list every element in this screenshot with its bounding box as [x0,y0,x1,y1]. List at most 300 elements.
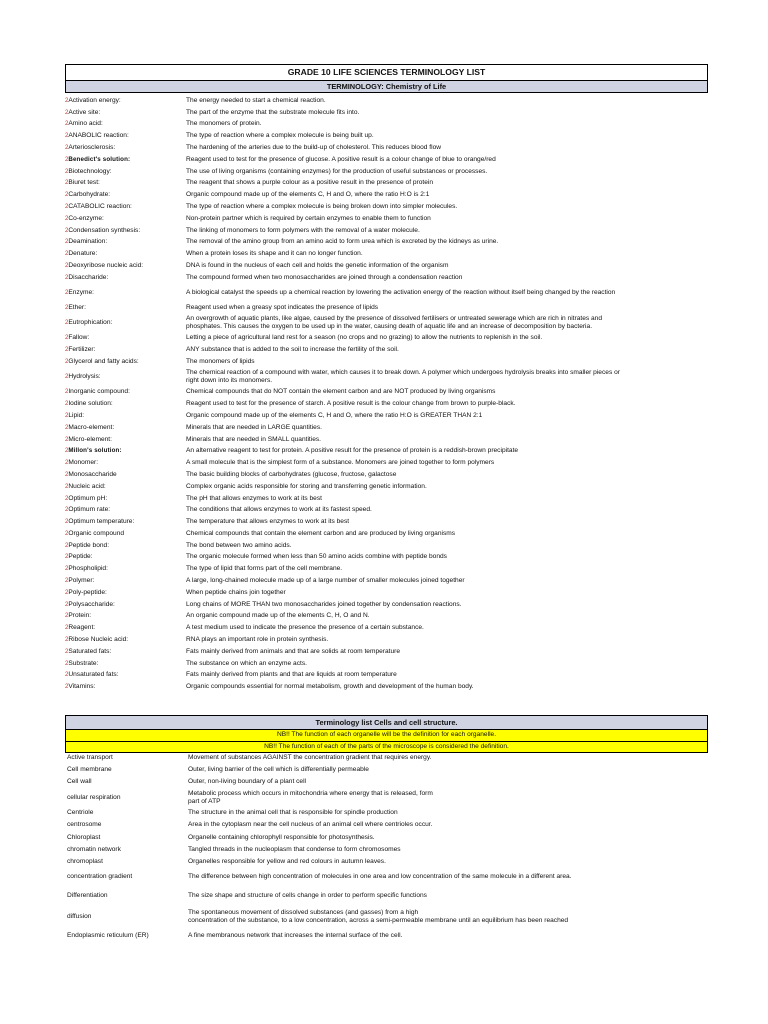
term-name [65,168,186,176]
term-name [67,913,188,921]
term-name [65,156,186,164]
term-label: Polysaccharide: [68,600,115,608]
term-row [65,225,708,237]
term-label: ANABOLIC reaction: [68,132,129,140]
term-definition: The compound formed when two monosaccharides are joined through a condensation reaction [186,273,463,281]
term-row [65,302,708,314]
term-name [65,250,186,258]
term-row [65,178,708,190]
term-name [67,846,188,854]
term-row [65,540,708,552]
term-label: Fallow: [68,334,90,342]
term-row [65,634,708,646]
term-name [65,671,186,679]
bullet-marker: 2 [65,274,69,281]
bullet-marker: 2 [65,613,69,620]
term-name [67,794,188,802]
term-definition: Minerals that are needed in SMALL quantities. [186,435,322,443]
term-row [65,272,708,284]
term-row [65,189,708,201]
term-definition: Organic compound made up of the elements C, H and O, where the ratio H:O is GREATER THAN 2:1 [186,411,483,419]
bullet-marker: 2 [65,192,69,199]
term-name [65,346,186,354]
bullet-marker: 2 [65,401,69,408]
term-definition: The energy needed to start a chemical reaction. [186,96,326,104]
term-name [65,589,186,597]
term-label: Cell wall [67,778,92,786]
term-name [65,358,186,366]
term-row [67,807,707,819]
term-row [67,752,707,764]
term-name [65,227,186,235]
term-label: Millon's solution: [68,447,122,455]
term-label: Condensation synthesis: [68,226,141,234]
term-label: Iodine solution: [68,400,113,408]
term-name [67,766,188,774]
bullet-marker: 2 [65,460,69,467]
term-definition: The conditions that allows enzymes to work at its fastest speed. [186,506,372,514]
term-row [65,552,708,564]
bullet-marker: 2 [65,251,69,258]
term-label: Lipid: [68,411,85,419]
term-row [65,237,708,249]
term-row [67,868,707,887]
term-name [65,400,186,408]
term-label: Glycerol and fatty acids: [68,358,139,366]
bullet-marker: 2 [65,589,69,596]
term-name [65,179,186,187]
bullet-marker: 2 [65,389,69,396]
term-label: Monosaccharide [68,470,117,478]
term-name [65,412,186,420]
term-name [65,289,186,297]
term-row [67,905,707,930]
term-definition: Tangled threads in the nucleoplasm that condense to form chromosomes [188,845,401,853]
bullet-marker: 2 [65,483,69,490]
page-title: GRADE 10 LIFE SCIENCES TERMINOLOGY LIST [65,64,708,81]
term-row [65,457,708,469]
term-label: Enzyme: [68,289,94,296]
bullet-marker: 2 [65,507,69,514]
term-label: cellular respiration [67,793,121,801]
bullet-marker: 2 [65,542,69,549]
term-label: Ribose Nucleic acid: [68,636,129,644]
bullet-marker: 2 [65,305,69,312]
term-name [65,274,186,282]
term-definition: Organic compound made up of the elements C, H and O, where the ratio H:O is 2:1 [186,191,430,199]
term-row [65,248,708,260]
term-definition: Area in the cytoplasm near the cell nucleus of an animal cell where centrioles occur. [188,821,433,829]
term-name [65,304,186,312]
term-label: Centriole [67,809,94,817]
term-label: Optimum pH: [68,494,108,502]
term-definition: The monomers of protein. [186,120,262,128]
term-definition: Chemical compounds that do NOT contain the element carbon and are NOT produced by living organisms [186,388,496,396]
term-name [65,388,186,396]
term-definition: Fats mainly derived from animals and that are solids at room temperature [186,647,401,655]
term-name [67,809,188,817]
bullet-marker: 2 [65,263,69,270]
bullet-marker: 2 [65,156,69,163]
term-row [67,831,707,843]
term-definition: A large, long-chained molecule made up of a large number of smaller molecules joined together [186,577,465,585]
term-label: concentration gradient [67,873,133,881]
bullet-marker: 2 [65,320,69,327]
term-definition: A test medium used to indicate the presence the presence of a certain substance. [186,624,424,632]
bullet-marker: 2 [65,672,69,679]
term-definition: The basic building blocks of carbohydrates (glucose, fructose, galactose [186,470,397,478]
nb-note-microscope: NB!! The function of each of the parts of the microscope is considered the definition. [65,742,708,754]
term-name [65,518,186,526]
term-definition: The spontaneous movement of dissolved substances (and gasses) from a high concentration of the substance, to a low concentration, across a semi-permeable membrane until an equilibrium has been reached [188,909,569,925]
term-name [65,191,186,199]
bullet-marker: 2 [65,684,69,691]
term-row [67,776,707,788]
term-row [65,493,708,505]
term-row [65,516,708,528]
term-definition: The reagent that shows a purple colour as a positive result in the presence of protein [186,179,434,187]
term-definition: The part of the enzyme that the substrate molecule fits into. [186,108,360,116]
term-label: Cell membrane [67,766,112,774]
term-definition: Long chains of MORE THAN two monosaccharides joined together by condensation reactions. [186,600,462,608]
bullet-marker: 2 [65,601,69,608]
term-label: Denature: [68,250,98,258]
term-name [65,530,186,538]
term-definition: The structure in the animal cell that is responsible for spindle production [188,809,398,817]
section-heading-cells: Terminology list Cells and cell structure. [65,715,708,730]
term-row [65,681,708,693]
term-name [67,834,188,842]
term-row [65,201,708,213]
term-name [65,577,186,585]
term-definition: The removal of the amino group from an amino acid to form urea which is excreted by the kidneys as urine. [186,238,499,246]
term-row [65,658,708,670]
term-definition: Reagent used to test for the presence of starch. A positive result is the colour change from brown to purple-black. [186,400,516,408]
term-definition: RNA plays an important role in protein synthesis. [186,636,329,644]
term-row [67,887,707,906]
term-row [67,764,707,776]
term-name [67,932,188,940]
term-name [65,648,186,656]
term-definition: Minerals that are needed in LARGE quantities. [186,423,322,431]
bullet-marker: 2 [65,204,69,211]
term-definition: A fine membranous network that increases the internal surface of the cell. [188,931,403,939]
term-name [65,471,186,479]
term-row [65,107,708,119]
term-definition: A small molecule that is the simplest form of a substance. Monomers are joined together to form polymers [186,459,495,467]
bullet-marker: 2 [65,448,69,455]
term-label: Active site: [68,108,101,116]
term-label: Disaccharide: [68,273,109,281]
term-label: Reagent: [68,624,96,632]
term-label: Hydrolysis: [68,373,101,381]
bullet-marker: 2 [65,347,69,354]
term-definition: An overgrowth of aquatic plants, like algae, caused by the presence of dissolved fertilisers or untreated sewerage which are rich in nitrates and phosphates. This causes the oxygen to be used up in the water, causing death of aquatic life and an increase of decomposition by bacteria. [186,315,603,331]
term-label: Arteriosclerosis: [68,144,116,152]
bullet-marker: 2 [65,554,69,561]
term-label: CATABOLIC reaction: [68,203,132,211]
term-row [65,575,708,587]
term-label: Activation energy: [68,96,121,104]
bullet-marker: 2 [65,637,69,644]
bullet-marker: 2 [65,660,69,667]
term-label: Deamination: [68,238,108,246]
term-name [65,132,186,140]
term-name [67,873,188,881]
term-row [67,930,707,942]
term-label: Benedict's solution: [68,155,131,163]
term-label: Deoxyribose nucleic acid: [68,262,144,270]
term-row [67,844,707,856]
term-row [65,587,708,599]
term-row [65,166,708,178]
term-label: centrosome [67,821,102,829]
term-definition: An alternative reagent to test for protein. A positive result for the presence of protein is a reddish-brown precipitate [186,447,519,455]
term-definition: Movement of substances AGAINST the concentration gradient that requires energy. [188,754,432,762]
bullet-marker: 2 [65,436,69,443]
term-row [65,368,708,387]
term-name [65,109,186,117]
term-definition: Organelle containing chlorophyll responsible for photosynthesis. [188,833,375,841]
term-definition: The size shape and structure of cells change in order to perform specific functions [188,891,427,899]
bullet-marker: 2 [65,180,69,187]
term-name [65,459,186,467]
bullet-marker: 2 [65,424,69,431]
bullet-marker: 2 [65,168,69,175]
term-row [67,789,707,808]
term-label: diffusion [67,913,92,921]
term-label: Eutrophication: [68,319,113,327]
term-label: Optimum rate: [68,506,111,514]
term-definition: The linking of monomers to form polymers with the removal of a water molecule. [186,226,420,234]
term-row [65,434,708,446]
term-row [65,130,708,142]
term-definition: A biological catalyst the speeds up a chemical reaction by lowering the activation energy of the reaction without itself being changed by the reaction [186,289,616,296]
term-definition: The use of living organisms (containing enzymes) for the production of useful substances or processes. [186,167,488,175]
term-name [65,436,186,444]
bullet-marker: 2 [65,239,69,246]
bullet-marker: 2 [65,109,69,116]
term-row [65,622,708,634]
term-row [65,333,708,345]
term-name [65,424,186,432]
term-row [65,154,708,166]
term-row [65,142,708,154]
term-definition: Complex organic acids responsible for storing and transferring genetic information. [186,482,427,490]
term-definition: The type of lipid that forms part of the cell membrane. [186,565,343,573]
term-name [65,203,186,211]
term-definition: The bond between two amino acids. [186,541,292,549]
term-definition: The monomers of lipids [186,358,255,366]
term-label: Protein: [68,612,92,620]
bullet-marker: 2 [65,97,69,104]
term-definition: Reagent used when a greasy spot indicates the presence of lipids [186,304,379,312]
bullet-marker: 2 [65,121,69,128]
term-definition: The chemical reaction of a compound with water, which causes it to break down. A polymer which undergoes hydrolysis breaks into smaller pieces or right down into its monomers. [186,369,620,385]
term-name [65,483,186,491]
bullet-marker: 2 [65,359,69,366]
term-row [67,856,707,868]
term-definition: Organelles responsible for yellow and red colours in autumn leaves. [188,857,386,865]
term-name [65,447,186,455]
term-label: Ether: [68,304,86,312]
term-label: Biuret test: [68,179,100,187]
bullet-marker: 2 [65,566,69,573]
cells-section-header [65,715,708,753]
term-definition: DNA is found in the nucleus of each cell and holds the genetic information of the organism [186,262,449,270]
term-label: Monomer: [68,459,99,467]
term-row [65,356,708,368]
term-definition: Organic compounds essential for normal metabolism, growth and development of the human body. [186,683,474,691]
bullet-marker: 2 [65,412,69,419]
term-definition: Fats mainly derived from plants and that are liquids at room temperature [186,671,397,679]
term-label: Organic compound [68,529,125,537]
term-row [65,119,708,131]
term-name [65,97,186,105]
term-definition: Letting a piece of agricultural land rest for a season (no crops and no grazing) to allow the nutrients to replenish in the soil. [186,334,543,342]
term-row [65,95,708,107]
term-row [65,260,708,272]
section-heading-chemistry: TERMINOLOGY: Chemistry of Life [65,81,708,93]
cell-term-list [67,752,707,942]
term-label: Phospholipid: [68,565,108,573]
chemistry-term-list [65,95,708,693]
term-row [67,819,707,831]
term-label: Saturated fats: [68,647,112,655]
term-row [65,469,708,481]
term-name [67,892,188,900]
term-name [65,624,186,632]
term-label: Polymer: [68,577,95,585]
bullet-marker: 2 [65,227,69,234]
bullet-marker: 2 [65,374,69,381]
term-definition: Outer, non-living boundary of a plant cell [188,778,307,786]
term-definition: Chemical compounds that contain the element carbon and are produced by living organisms [186,529,456,537]
term-label: Biotechnology: [68,167,112,175]
term-definition: The organic molecule formed when less than 50 amino acids combine with peptide bonds [186,553,447,561]
term-row [65,386,708,398]
term-name [67,821,188,829]
bullet-marker: 2 [65,495,69,502]
term-name [65,334,186,342]
term-name [65,683,186,691]
term-label: Unsaturated fats: [68,671,119,679]
term-label: Vitamins: [68,683,96,691]
term-name [67,858,188,866]
term-label: Peptide bond: [68,541,110,549]
term-row [65,284,708,303]
term-label: Active transport [67,754,113,762]
bullet-marker: 2 [65,133,69,140]
term-definition: Outer, living barrier of the cell which is differentially permeable [188,766,369,774]
bullet-marker: 2 [65,471,69,478]
term-name [65,636,186,644]
term-label: chromoplast [67,857,103,865]
term-name [67,754,188,762]
term-definition: The substance on which an enzyme acts. [186,659,307,667]
term-row [65,504,708,516]
term-definition: The type of reaction where a complex molecule is being broken down into simpler molecules. [186,203,458,211]
term-label: Substrate: [68,659,99,667]
term-row [65,481,708,493]
term-name [65,565,186,573]
term-row [65,646,708,658]
term-definition: Metabolic process which occurs in mitochondria where energy that is released, form part of ATP [188,789,433,805]
term-row [65,611,708,623]
nb-note-organelle: NB!! The function of each organelle will be the definition for each organelle. [65,730,708,742]
term-definition: When peptide chains join together [186,588,286,596]
bullet-marker: 2 [65,145,69,152]
term-name [65,612,186,620]
term-name [65,553,186,561]
term-label: Differentiation [67,891,108,899]
term-name [67,778,188,786]
term-name [65,238,186,246]
term-row [65,314,708,333]
term-row [65,528,708,540]
term-row [65,344,708,356]
term-label: Carbohydrate: [68,191,111,199]
terminology-sheet [65,64,708,693]
term-row [65,422,708,434]
bullet-marker: 2 [65,215,69,222]
bullet-marker: 2 [65,578,69,585]
term-label: Micro-element: [68,435,112,443]
term-label: Chloroplast [67,833,101,841]
term-name [65,144,186,152]
term-row [65,599,708,611]
term-name [65,215,186,223]
term-name [65,660,186,668]
term-label: Inorganic compound: [68,388,130,396]
term-row [65,445,708,457]
term-definition: The pH that allows enzymes to work at its best [186,494,322,502]
term-row [65,670,708,682]
term-label: Optimum temperature: [68,518,135,526]
term-label: Macro-element: [68,423,115,431]
term-definition: The hardening of the arteries due to the build-up of cholesterol. This reduces blood flow [186,144,441,152]
term-row [65,410,708,422]
term-name [65,319,186,327]
term-label: Poly-peptide: [68,588,107,596]
term-definition: Reagent used to test for the presence of glucose. A positive result is a colour change of blue to orange/red [186,155,496,163]
term-name [65,120,186,128]
term-definition: When a protein loses its shape and it can no longer function. [186,250,363,258]
term-label: Endoplasmic reticulum (ER) [67,931,149,939]
bullet-marker: 2 [65,648,69,655]
term-definition: The temperature that allows enzymes to work at its best [186,518,350,526]
term-name [65,495,186,503]
bullet-marker: 2 [65,335,69,342]
term-name [65,601,186,609]
term-row [65,563,708,575]
term-name [65,542,186,550]
term-definition: Non-protein partner which is required by certain enzymes to enable them to function [186,214,431,222]
term-definition: The difference between high concentration of molecules in one area and low concentration of the same molecule in a different area. [188,873,572,881]
term-label: Amino acid: [68,120,103,128]
bullet-marker: 2 [65,625,69,632]
term-name [65,373,186,381]
term-label: Nucleic acid: [68,482,106,490]
term-name [65,506,186,514]
term-definition: ANY substance that is added to the soil to increase the fertility of the soil. [186,346,399,354]
term-label: Peptide: [68,553,93,561]
term-row [65,398,708,410]
term-label: Co-enzyme: [68,214,104,222]
term-definition: The type of reaction where a complex molecule is being built up. [186,132,374,140]
term-label: chromatin network [67,845,121,853]
bullet-marker: 2 [65,530,69,537]
